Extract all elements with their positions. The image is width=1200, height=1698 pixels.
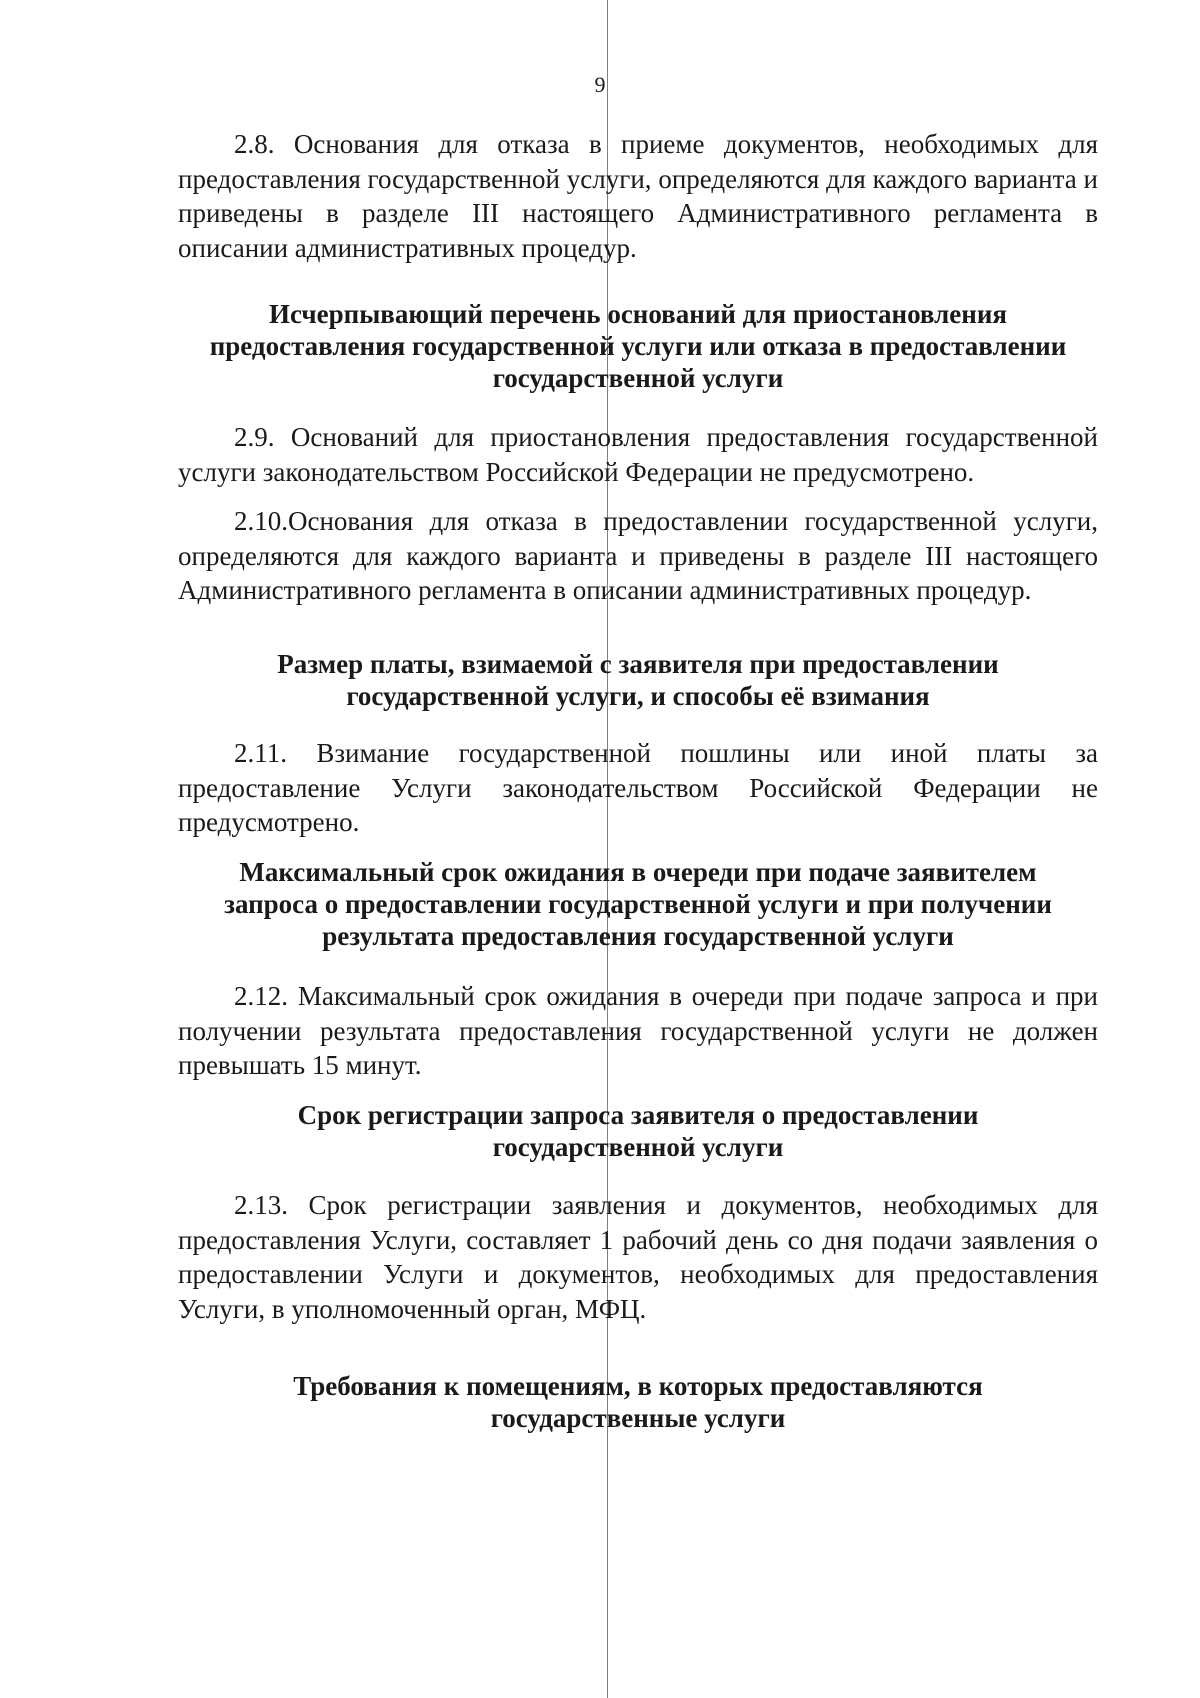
- heading-line: Максимальный срок ожидания в очереди при подаче заявителем: [239, 857, 1037, 887]
- paragraph-text: 2.13. Срок регистрации заявления и документов, необходимых для предоставления Услуги, составляет 1 рабочий день со дня подачи заявления о предоставлении Услуги и документов, необходимых для предоставления Услуги, в уполномоченный орган, МФЦ.: [178, 1190, 1098, 1324]
- heading-line: государственной услуги: [492, 363, 784, 393]
- heading-registration: [178, 1099, 1098, 1163]
- heading-line: Исчерпывающий перечень оснований для приостановления: [268, 299, 1008, 329]
- paragraph-text: 2.10.Основания для отказа в предоставлении государственной услуги, определяются для каждого варианта и приведены в разделе III настоящего Административного регламента в описании административных процедур.: [178, 506, 1098, 605]
- paragraph-2-13: [178, 1188, 1098, 1326]
- heading-line: предоставления государственной услуги или отказа в предоставлении: [209, 331, 1067, 361]
- heading-line: запроса о предоставлении государственной услуги и при получении: [224, 889, 1052, 919]
- heading-fee: [178, 648, 1098, 712]
- paragraph-2-12: [178, 979, 1098, 1083]
- paragraph-text: 2.11. Взимание государственной пошлины или иной платы за предоставление Услуги законодательством Российской Федерации не предусмотрено.: [178, 738, 1098, 837]
- heading-grounds-suspension: [178, 298, 1098, 394]
- paragraph-2-11: [178, 736, 1098, 840]
- paragraph-text: 2.9. Оснований для приостановления предоставления государственной услуги законодательством Российской Федерации не предусмотрено.: [178, 422, 1098, 487]
- heading-line: Требования к помещениям, в которых предоставляются: [293, 1371, 983, 1401]
- heading-line: государственной услуги, и способы её взимания: [346, 681, 930, 711]
- heading-premises: [178, 1370, 1098, 1434]
- paragraph-text: 2.12. Максимальный срок ожидания в очереди при подаче запроса и при получении результата предоставления государственной услуги не должен превышать 15 минут.: [178, 981, 1098, 1080]
- heading-line: Размер платы, взимаемой с заявителя при предоставлении: [277, 649, 999, 679]
- heading-line: Срок регистрации запроса заявителя о предоставлении: [297, 1100, 979, 1130]
- heading-line: государственной услуги: [492, 1132, 784, 1162]
- paragraph-2-10: [178, 504, 1098, 608]
- paragraph-2-9: [178, 420, 1098, 489]
- heading-line: государственные услуги: [490, 1403, 786, 1433]
- paragraph-text: 2.8. Основания для отказа в приеме документов, необходимых для предоставления государственной услуги, определяются для каждого варианта и приведены в разделе III настоящего Административного регламента в описании административных процедур.: [178, 129, 1098, 263]
- page-number: 9: [594, 72, 606, 97]
- paragraph-2-8: [178, 127, 1098, 265]
- heading-queue-time: [178, 856, 1098, 952]
- heading-line: результата предоставления государственной услуги: [322, 921, 954, 951]
